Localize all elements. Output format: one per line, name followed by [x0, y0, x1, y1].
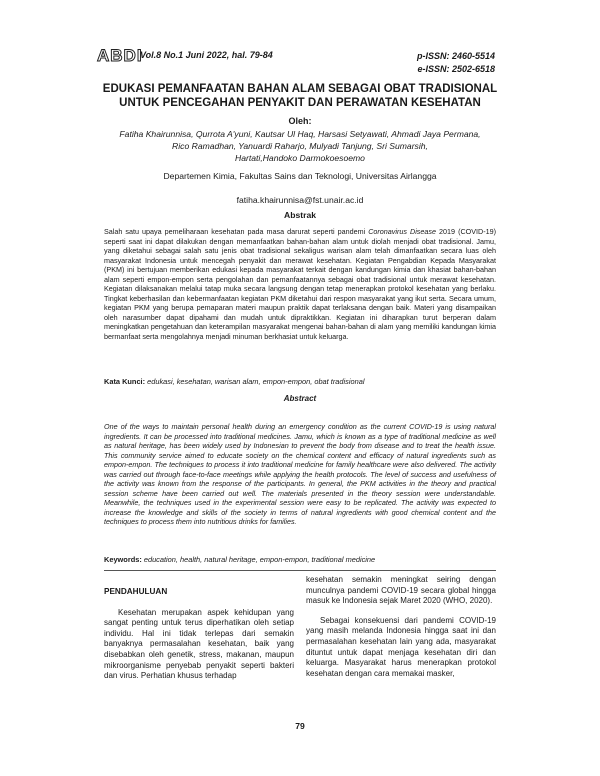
section-divider — [104, 570, 496, 571]
abstrak-heading: Abstrak — [284, 210, 316, 220]
abstract-heading: Abstract — [283, 394, 317, 403]
section-heading: PENDAHULUAN — [104, 587, 168, 596]
abstrak-text-italic: Coronavirus Disease — [368, 227, 436, 236]
affiliation: Departemen Kimia, Fakultas Sains dan Teknologi, Universitas Airlangga — [163, 171, 437, 181]
abstract-text: One of the ways to maintain personal health during an emergency condition as the current COVID-19 is using natural ingredients. It can be processed into traditional medicines. Jamu, which is known as a type of traditional medicine as well as natural heritage, has been widely used by Indonesian to prevent the body from disease and to treat the health issue. This community service aimed to educate society on the chemical content and efficacy of natural ingredients such as empon-empon. The techniques to process it into traditional medicine for family healthcare were also delivered. The activity was carried out through face-to-face meetings while applying the health protocols. The level of success and usefulness of the activity was known from the response of the participants. In general, the PKM activities in the theory and practical session scheme have been carried out well. The materials presented in the theory session were understandable. Meanwhile, the techniques used in the experimental session were easy to be replicated. The activity was expected to increase the knowledge and skills of the society in terms of natural ingredients with good chemical content and the techniques to process them into nutritious drinks for families. — [104, 422, 496, 526]
keywords — [104, 555, 375, 564]
journal-logo: ABDI — [97, 46, 143, 65]
oleh-label: Oleh: — [288, 116, 312, 126]
kata-kunci-text: edukasi, kesehatan, warisan alam, empon-empon, obat tradisional — [145, 377, 365, 386]
authors-line-2: Rico Ramadhan, Yanuardi Raharjo, Mulyadi Tanjung, Sri Sumarsih, — [172, 141, 428, 151]
abstrak-text-part1: Salah satu upaya pemeliharaan kesehatan pada masa darurat seperti pandemi — [104, 227, 369, 236]
author-email: fatiha.khairunnisa@fst.unair.ac.id — [236, 195, 364, 205]
journal-citation: Vol.8 No.1 Juni 2022, hal. 79-84 — [140, 50, 273, 60]
kata-kunci-label: Kata Kunci: — [104, 377, 146, 386]
authors-line-1: Fatiha Khairunnisa, Qurrota A'yuni, Kautsar Ul Haq, Harsasi Setyawati, Ahmadi Jaya Permana, — [119, 129, 481, 139]
body-column-left — [104, 587, 294, 682]
keywords-label: Keywords: — [104, 555, 142, 564]
title-line-2: UNTUK PENCEGAHAN PENYAKIT DAN PERAWATAN KESEHATAN — [119, 97, 481, 109]
abstrak-text-part2: 2019 (COVID-19) seperti saat ini dapat dilakukan dengan memanfaatkan bahan-bahan alam untuk diolah menjadi obat tradisional. Jamu, yang diketahui sebagai salah satu jenis obat tradisional sekaligus warisan alam telah dimanfaatkan secara luas oleh masyarakat Indonesia untuk mencegah penyakit dan merawat kesehatan. Kegiatan Pengabdian Kepada Masyarakat (PKM) ini bertujuan memberikan edukasi kepada masyarakat terkait dengan kandungan kimia dan khasiat bahan-bahan alam seperti empon-empon serta pengolahan dan pemanfaatannya sebagai obat tradisional untuk merawat kesehatan. Kegiatan dilaksanakan melalui tatap muka secara langsung dengan tetap menerapkan protokol kesehatan yang berlaku. Tingkat keberhasilan dan kebermanfaatan kegiatan PKM diketahui dari respon masyarakat yang ikut serta. Secara umum, kegiatan PKM yang berupa pemaparan materi maupun praktik dapat terlaksana dengan baik. Materi yang disampaikan oleh narasumber dapat dipahami dan mudah untuk dipraktikkan. Kegiatan ini diharapkan turut berperan dalam meningkatkan pengetahuan dan keterampilan masyarakat mengenai bahan-bahan di alam yang memiliki kandungan kimia bermanfaat serta mengolahnya menjadi minuman berkhasiat untuk keluarga. — [104, 227, 497, 341]
left-paragraph: Kesehatan merupakan aspek kehidupan yang sangat penting untuk terus diperhatikan oleh setiap individu. Hal ini tidak terlepas dari semakin banyaknya permasalahan kesehatan, baik yang disebabkan oleh genetik, stress, makanan, maupun mikroorganisme penyebab penyakit seperti bakteri dan virus. Perhatian khusus terhadap — [104, 607, 294, 681]
author-list — [110, 128, 490, 164]
right-paragraph-1: kesehatan semakin meningkat seiring dengan munculnya pandemi COVID-19 secara global hingga masuk ke Indonesia sejak Maret 2020 (WHO, 2020). — [306, 575, 496, 606]
page-number: 79 — [295, 721, 305, 731]
body-column-right — [306, 575, 496, 679]
abstrak-text — [104, 227, 496, 341]
authors-line-3: Hartati,Handoko Darmokoesoemo — [235, 153, 365, 163]
right-paragraph-2: Sebagai konsekuensi dari pandemi COVID-19 yang masih melanda Indonesia hingga saat ini dan permasalahan kesehatan lain yang ada, masyarakat dituntut untuk dapat menjaga kesehatan diri dan keluarga. Masyarakat harus menerapkan protokol kesehatan dengan cara memakai masker, — [306, 615, 496, 678]
kata-kunci — [104, 377, 364, 386]
p-issn: p-ISSN: 2460-5514 — [416, 51, 495, 61]
issn-block — [417, 50, 495, 76]
keywords-text: education, health, natural heritage, empon-empon, traditional medicine — [141, 555, 376, 564]
title-line-1: EDUKASI PEMANFAATAN BAHAN ALAM SEBAGAI OBAT TRADISIONAL — [102, 83, 498, 95]
e-issn: e-ISSN: 2502-6518 — [417, 64, 495, 74]
paper-title — [100, 82, 500, 110]
